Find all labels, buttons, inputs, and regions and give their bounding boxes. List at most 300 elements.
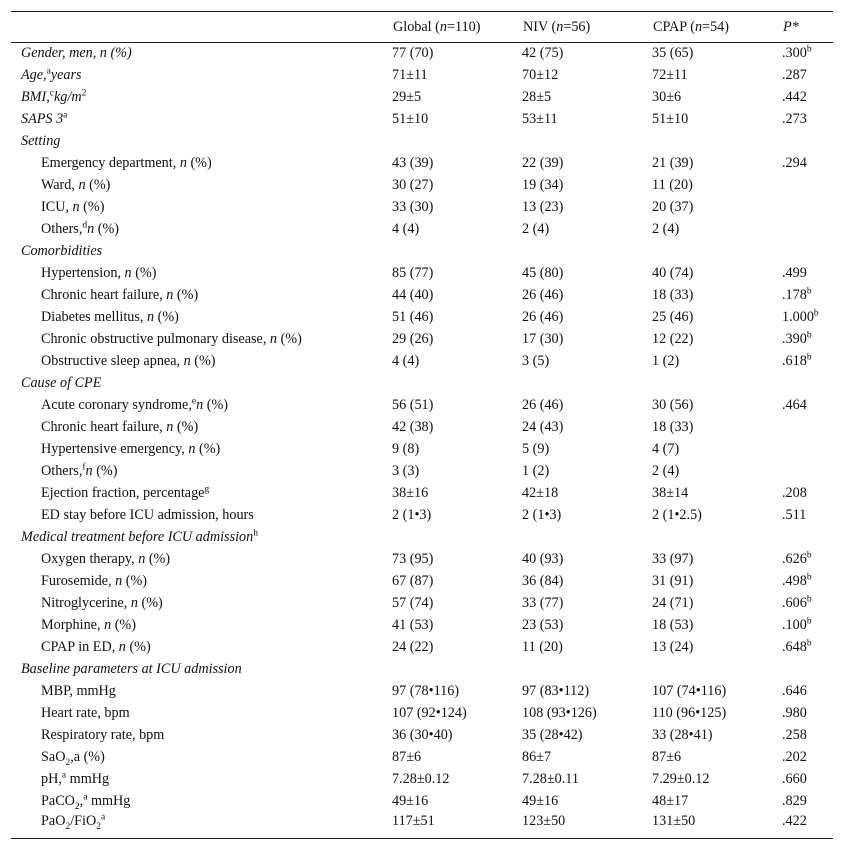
p-value: .498	[782, 573, 807, 589]
cpap-value: 11 (20)	[652, 177, 693, 193]
label-text: (%)	[195, 441, 221, 457]
cpap-value: 2 (1•2.5)	[652, 507, 702, 523]
label-text: (%)	[173, 419, 199, 435]
p-value-cell	[782, 263, 833, 285]
global-value: 85 (77)	[392, 265, 434, 281]
niv-value: 23 (53)	[522, 617, 564, 633]
p-value-cell	[782, 65, 833, 87]
label-text: years	[50, 67, 82, 83]
global-value: 36 (30•40)	[392, 727, 453, 743]
row-label	[11, 175, 392, 197]
table-row	[11, 791, 833, 813]
niv-value	[522, 131, 652, 153]
footnote-mark: b	[806, 594, 812, 605]
row-label	[11, 109, 392, 131]
cpap-value: 33 (28•41)	[652, 727, 713, 743]
global-value: 71±11	[392, 67, 428, 83]
label-italic: n	[115, 573, 123, 589]
label-text: Chronic heart failure,	[41, 287, 167, 303]
row-label	[11, 241, 392, 263]
label-italic: n	[183, 353, 191, 369]
cpap-value: 2 (4)	[652, 463, 680, 479]
footnote-mark: g	[204, 484, 210, 495]
section-header-row	[11, 241, 833, 263]
global-value	[392, 373, 522, 395]
p-value-cell	[782, 329, 833, 351]
p-value: .499	[782, 265, 807, 281]
global-value: 3 (3)	[392, 463, 420, 479]
p-value: 1.000	[782, 309, 814, 325]
cpap-value: 31 (91)	[652, 573, 694, 589]
label-text: (%)	[173, 287, 199, 303]
row-label	[11, 219, 392, 241]
subscript: 2	[96, 821, 101, 832]
p-value: .646	[782, 683, 807, 699]
p-value-cell	[782, 747, 833, 769]
niv-value: 49±16	[522, 793, 559, 809]
p-value: .829	[782, 793, 807, 809]
label-italic: n	[166, 287, 174, 303]
niv-value: 45 (80)	[522, 265, 564, 281]
row-label	[11, 461, 392, 483]
cpap-value: 1 (2)	[652, 353, 680, 369]
global-value: 29±5	[392, 89, 422, 105]
table-header-row	[11, 12, 833, 43]
footnote-mark: b	[806, 638, 812, 649]
niv-value: 24 (43)	[522, 419, 564, 435]
table-row	[11, 175, 833, 197]
label-text: ,	[79, 793, 84, 809]
row-label	[11, 593, 392, 615]
label-text: Comorbidities	[21, 243, 103, 259]
header-p-value: P*	[782, 12, 833, 43]
p-value: .648	[782, 639, 807, 655]
p-value-cell	[782, 351, 833, 373]
cpap-value	[652, 527, 782, 549]
label-text: (%)	[277, 331, 302, 347]
label-italic: n	[104, 617, 112, 633]
section-header-row	[11, 527, 833, 549]
label-text: Hypertensive emergency,	[41, 441, 189, 457]
table-row	[11, 43, 833, 65]
cpap-value: 4 (7)	[652, 441, 680, 457]
p-value-cell	[782, 549, 833, 571]
table-row	[11, 263, 833, 285]
p-value-cell	[782, 703, 833, 725]
cpap-value: 20 (37)	[652, 199, 694, 215]
global-value: 24 (22)	[392, 639, 434, 655]
table-row	[11, 219, 833, 241]
label-italic: n	[72, 199, 80, 215]
label-text: (%)	[125, 639, 151, 655]
cpap-value: 2 (4)	[652, 221, 680, 237]
global-value: 29 (26)	[392, 331, 434, 347]
niv-value: 5 (9)	[522, 441, 550, 457]
table-row	[11, 813, 833, 839]
footnote-mark: b	[813, 308, 819, 319]
cpap-value: 7.29±0.12	[652, 771, 710, 787]
p-value-cell	[782, 219, 833, 241]
header-cpap: CPAP (n=54)	[652, 12, 782, 43]
global-value: 38±16	[392, 485, 429, 501]
global-value: 7.28±0.12	[392, 771, 450, 787]
table-row	[11, 681, 833, 703]
label-text: (%)	[131, 265, 157, 281]
niv-value: 42±18	[522, 485, 559, 501]
label-text: (%)	[145, 551, 171, 567]
table-row	[11, 747, 833, 769]
footnote-mark: b	[806, 330, 812, 341]
footnote-mark: e	[191, 396, 197, 407]
niv-value: 108 (93•126)	[522, 705, 597, 721]
row-label	[11, 43, 392, 65]
label-text: (%)	[92, 463, 118, 479]
global-value: 30 (27)	[392, 177, 434, 193]
table-row	[11, 505, 833, 527]
niv-value	[522, 373, 652, 395]
global-value: 42 (38)	[392, 419, 434, 435]
footnote-mark: a	[83, 792, 88, 803]
label-text: PaCO	[41, 793, 75, 809]
row-label	[11, 87, 392, 109]
global-value: 77 (70)	[392, 45, 434, 62]
label-italic: n	[188, 441, 196, 457]
cpap-value: 18 (53)	[652, 617, 694, 633]
row-label	[11, 637, 392, 659]
global-value: 56 (51)	[392, 397, 434, 413]
p-value-cell	[782, 395, 833, 417]
subscript: 2	[65, 821, 71, 832]
cpap-value: 40 (74)	[652, 265, 694, 281]
p-value: .100	[782, 617, 807, 633]
footnote-mark: b	[806, 550, 812, 561]
label-text: Chronic obstructive pulmonary disease,	[41, 331, 270, 347]
p-value: .287	[782, 67, 807, 83]
niv-value: 42 (75)	[522, 45, 564, 62]
footnote-mark: d	[82, 220, 88, 231]
niv-value: 53±11	[522, 111, 558, 127]
cpap-value	[652, 131, 782, 153]
global-value: 67 (87)	[392, 573, 434, 589]
footnote-mark: a	[46, 66, 51, 77]
p-value-cell	[782, 593, 833, 615]
label-italic: n	[87, 221, 95, 237]
row-label	[11, 351, 392, 373]
label-text: (%)	[203, 397, 229, 413]
p-value: .300	[782, 45, 807, 62]
niv-value	[522, 241, 652, 263]
niv-value: 3 (5)	[522, 353, 550, 369]
label-text: Chronic heart failure,	[41, 419, 167, 435]
table-row	[11, 461, 833, 483]
label-text: Others,	[41, 221, 83, 237]
global-value: 9 (8)	[392, 441, 420, 457]
global-value: 43 (39)	[392, 155, 434, 171]
footnote-mark: b	[806, 572, 812, 583]
table-row	[11, 549, 833, 571]
global-value: 51 (46)	[392, 309, 434, 325]
label-text: (%)	[122, 573, 148, 589]
p-value: .202	[782, 749, 807, 765]
table-row	[11, 483, 833, 505]
niv-value: 26 (46)	[522, 309, 564, 325]
table-row	[11, 615, 833, 637]
p-value: .442	[782, 89, 807, 105]
label-text: /FiO	[70, 812, 97, 829]
niv-value	[522, 527, 652, 549]
p-value-cell	[782, 417, 833, 439]
table-row	[11, 329, 833, 351]
cpap-value: 110 (96•125)	[652, 705, 727, 721]
global-value	[392, 527, 522, 549]
label-text: SAPS 3	[21, 111, 64, 127]
cpap-value: 13 (24)	[652, 639, 694, 655]
global-value	[392, 659, 522, 681]
p-value-cell	[782, 483, 833, 505]
table-row	[11, 87, 833, 109]
section-header-row	[11, 373, 833, 395]
row-label	[11, 439, 392, 461]
section-header-row	[11, 659, 833, 681]
label-text: PaO	[41, 812, 66, 829]
global-value: 51±10	[392, 111, 429, 127]
global-value: 41 (53)	[392, 617, 434, 633]
niv-value: 36 (84)	[522, 573, 564, 589]
p-value-cell	[782, 439, 833, 461]
cpap-value: 131±50	[652, 813, 782, 839]
table-row	[11, 439, 833, 461]
row-label	[11, 373, 392, 395]
label-text: Diabetes mellitus,	[41, 309, 147, 325]
niv-value: 19 (34)	[522, 177, 564, 193]
label-text: ED stay before ICU admission, hours	[41, 507, 254, 523]
niv-value: 40 (93)	[522, 551, 564, 567]
p-value-cell	[782, 131, 833, 153]
p-value-cell	[782, 197, 833, 219]
label-text: mmHg	[87, 793, 131, 809]
label-italic: n	[166, 419, 174, 435]
table-row	[11, 637, 833, 659]
label-italic: n	[85, 463, 93, 479]
label-text: CPAP in ED,	[41, 639, 119, 655]
table-row	[11, 109, 833, 131]
global-value: 107 (92•124)	[392, 705, 467, 721]
label-text: Ejection fraction, percentage	[41, 485, 205, 501]
p-value-cell	[782, 285, 833, 307]
label-text: Age,	[21, 67, 47, 83]
label-italic: n	[138, 551, 146, 567]
niv-value: 11 (20)	[522, 639, 563, 655]
global-value: 44 (40)	[392, 287, 434, 303]
cpap-value: 87±6	[652, 749, 682, 765]
niv-value: 97 (83•112)	[522, 683, 590, 699]
cpap-value: 38±14	[652, 485, 689, 501]
row-label	[11, 549, 392, 571]
global-value: 4 (4)	[392, 353, 420, 369]
niv-value: 2 (1•3)	[522, 507, 562, 523]
global-value: 97 (78•116)	[392, 683, 460, 699]
label-italic: n	[78, 177, 86, 193]
p-value-cell	[782, 461, 833, 483]
global-value: 49±16	[392, 793, 429, 809]
cpap-value: 18 (33)	[652, 287, 694, 303]
row-label	[11, 153, 392, 175]
label-text: Heart rate, bpm	[41, 705, 130, 721]
label-text: kg/m	[53, 89, 82, 105]
table-row	[11, 307, 833, 329]
cpap-value: 30±6	[652, 89, 682, 105]
row-label	[11, 813, 392, 839]
p-value: .273	[782, 111, 807, 127]
p-value-cell	[782, 571, 833, 593]
p-value: .660	[782, 771, 807, 787]
niv-value: 7.28±0.11	[522, 771, 579, 787]
label-text: (%)	[186, 155, 212, 171]
cpap-value: 107 (74•116)	[652, 683, 727, 699]
p-value-cell	[782, 659, 833, 681]
label-text: Nitroglycerine,	[41, 595, 131, 611]
cpap-value: 51±10	[652, 111, 689, 127]
header-global: Global (n=110)	[392, 12, 522, 43]
p-value: .390	[782, 331, 807, 347]
niv-value: 35 (28•42)	[522, 727, 583, 743]
label-text: Furosemide,	[41, 573, 116, 589]
table-row	[11, 703, 833, 725]
niv-value: 33 (77)	[522, 595, 564, 611]
global-value: 57 (74)	[392, 595, 434, 611]
cpap-value: 33 (97)	[652, 551, 694, 567]
p-value: .258	[782, 727, 807, 743]
label-text: (%)	[154, 309, 179, 325]
p-value: .464	[782, 397, 807, 413]
table-row	[11, 351, 833, 373]
cpap-value: 18 (33)	[652, 419, 694, 435]
row-label	[11, 483, 392, 505]
table-row	[11, 725, 833, 747]
p-value: .626	[782, 551, 807, 567]
row-label	[11, 571, 392, 593]
footnote-mark: h	[253, 528, 258, 539]
row-label	[11, 505, 392, 527]
niv-value: 2 (4)	[522, 221, 550, 237]
niv-value: 26 (46)	[522, 397, 564, 413]
row-label	[11, 65, 392, 87]
label-text: Hypertension,	[41, 265, 125, 281]
row-label	[11, 747, 392, 769]
cpap-value: 30 (56)	[652, 397, 694, 413]
label-text: Morphine,	[41, 617, 105, 633]
label-text: mmHg	[66, 771, 110, 787]
label-text: Respiratory rate, bpm	[41, 727, 165, 743]
label-text: BMI,	[21, 89, 50, 105]
cpap-value: 21 (39)	[652, 155, 694, 171]
p-value-cell	[782, 725, 833, 747]
label-text: SaO	[41, 749, 66, 765]
p-value-cell	[782, 109, 833, 131]
table-row	[11, 285, 833, 307]
row-label	[11, 703, 392, 725]
label-text: ,a (%)	[70, 749, 105, 765]
row-label	[11, 527, 392, 549]
label-text: Acute coronary syndrome,	[41, 397, 192, 413]
row-label	[11, 791, 392, 813]
table-row	[11, 417, 833, 439]
table-body	[11, 43, 833, 839]
footnote-mark: b	[806, 616, 812, 627]
subscript: 2	[65, 757, 71, 768]
p-value-cell	[782, 153, 833, 175]
p-value: .618	[782, 353, 807, 369]
cpap-value: 35 (65)	[652, 45, 694, 62]
table-row	[11, 571, 833, 593]
label-text: Gender, men, n (%)	[21, 45, 132, 62]
p-value: .980	[782, 705, 807, 721]
niv-value	[522, 659, 652, 681]
cpap-value: 25 (46)	[652, 309, 694, 325]
label-text: ICU,	[41, 199, 73, 215]
p-value: .606	[782, 595, 807, 611]
label-text: Setting	[21, 133, 61, 149]
global-value: 87±6	[392, 749, 422, 765]
footnote-mark: a	[100, 811, 106, 822]
global-value: 2 (1•3)	[392, 507, 432, 523]
header-variable	[11, 12, 392, 43]
label-italic: n	[130, 595, 138, 611]
p-value-cell	[782, 813, 833, 839]
label-italic: n	[147, 309, 155, 325]
table-row	[11, 395, 833, 417]
p-value-cell	[782, 43, 833, 65]
row-label	[11, 681, 392, 703]
label-text: Oxygen therapy,	[41, 551, 139, 567]
cpap-value: 48±17	[652, 793, 689, 809]
label-text: (%)	[79, 199, 105, 215]
p-value: .178	[782, 287, 807, 303]
niv-value: 123±50	[522, 813, 652, 839]
p-value: .422	[782, 812, 807, 829]
p-value-cell	[782, 637, 833, 659]
row-label	[11, 329, 392, 351]
global-value: 117±51	[392, 813, 522, 839]
label-italic: n	[124, 265, 132, 281]
p-value-cell	[782, 87, 833, 109]
label-italic: n	[118, 639, 126, 655]
niv-value: 17 (30)	[522, 331, 564, 347]
global-value	[392, 131, 522, 153]
label-text: Baseline parameters at ICU admission	[21, 661, 242, 677]
niv-value: 13 (23)	[522, 199, 564, 215]
p-value: .294	[782, 155, 807, 171]
row-label	[11, 131, 392, 153]
global-value: 33 (30)	[392, 199, 434, 215]
label-text: Ward,	[41, 177, 79, 193]
header-niv: NIV (n=56)	[522, 12, 652, 43]
footnote-mark: b	[806, 286, 812, 297]
label-text: (%)	[111, 617, 136, 633]
cpap-value: 12 (22)	[652, 331, 694, 347]
row-label	[11, 417, 392, 439]
label-text: (%)	[137, 595, 163, 611]
p-value-cell	[782, 681, 833, 703]
cpap-value	[652, 373, 782, 395]
table-row	[11, 593, 833, 615]
section-header-row	[11, 131, 833, 153]
p-value-cell	[782, 769, 833, 791]
cpap-value	[652, 241, 782, 263]
row-label	[11, 725, 392, 747]
p-value-cell	[782, 241, 833, 263]
row-label	[11, 395, 392, 417]
